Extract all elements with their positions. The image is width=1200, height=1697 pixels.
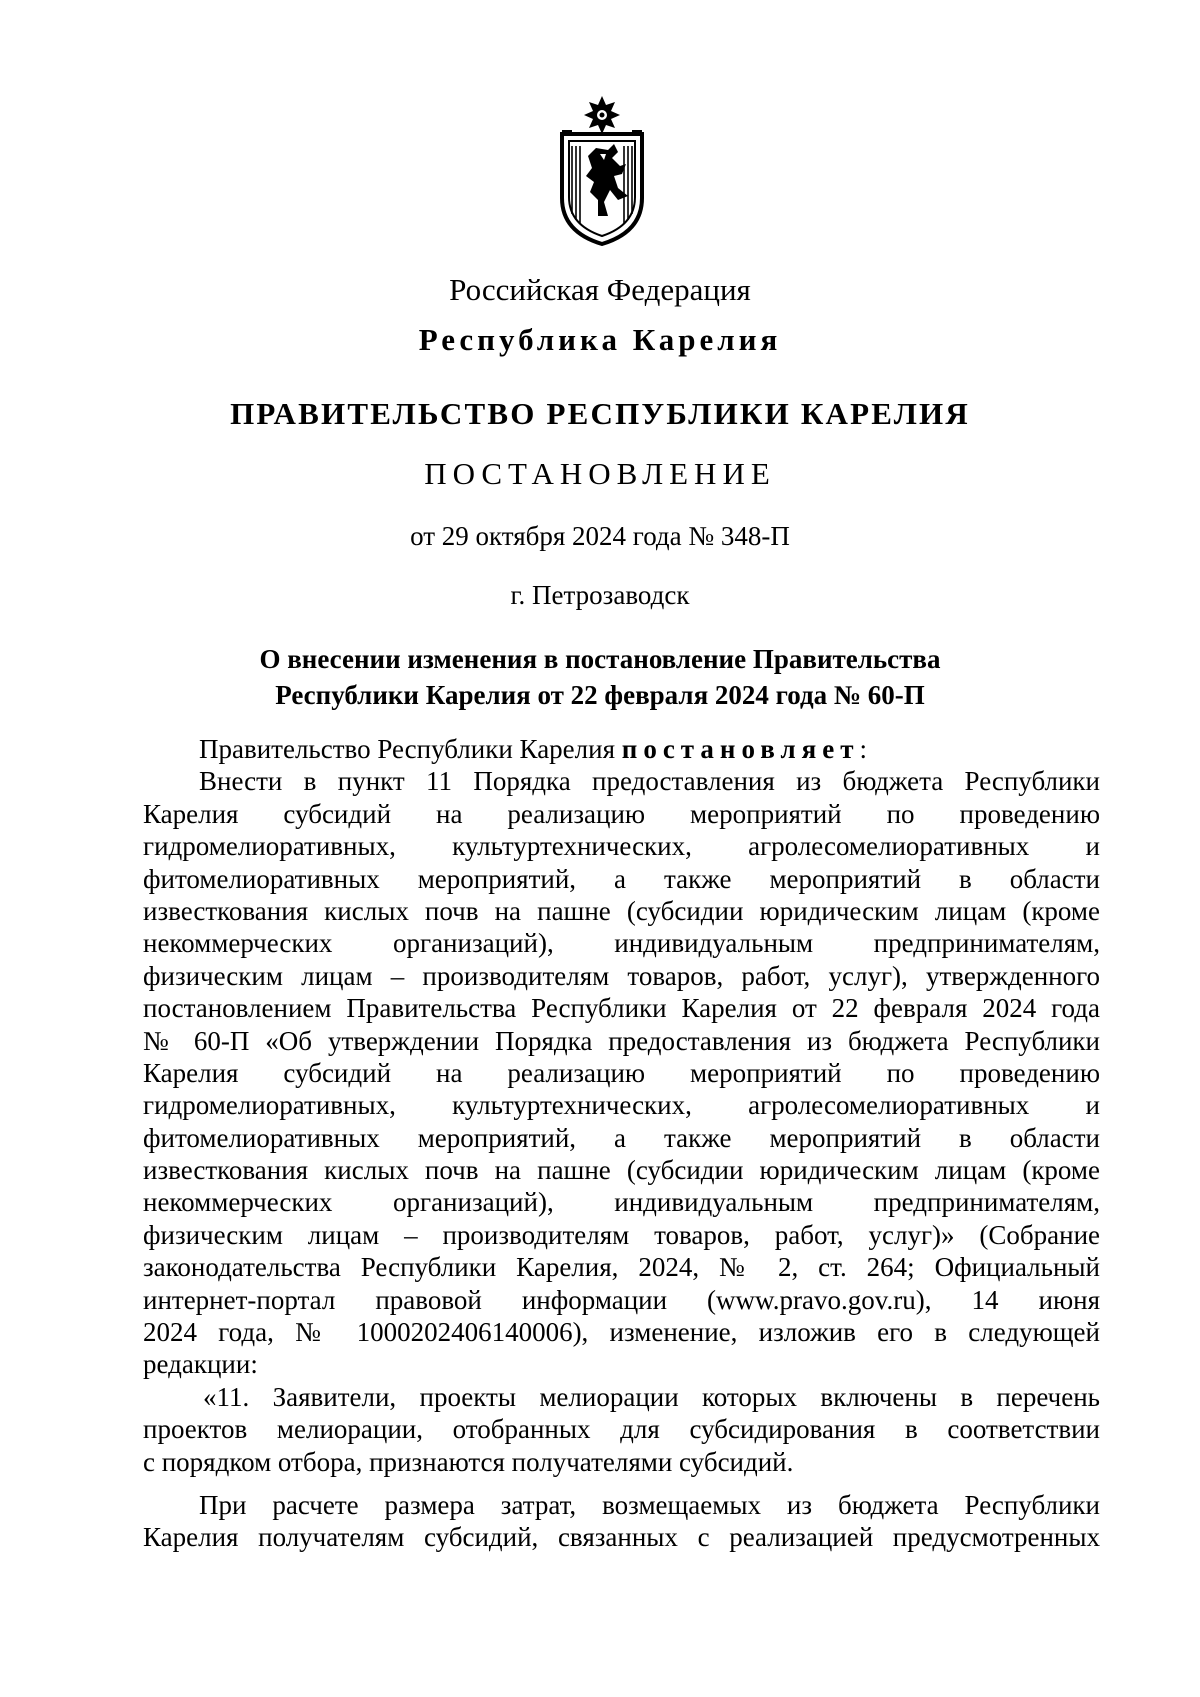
paragraph-line: гидромелиоративных, культуртехнических, агролесомелиоративных и [143,1090,1100,1121]
paragraph-line: Карелия субсидий на реализацию мероприятий по проведению [143,798,1100,829]
paragraph-3 [143,1489,1100,1554]
document-title-line: Республики Карелия от 22 февраля 2024 года № 60-П [275,680,925,710]
star-icon [584,96,620,134]
paragraph-line: с порядком отбора, признаются получателями субсидий. [143,1446,794,1477]
paragraph-line: некоммерческих организаций), индивидуальным предпринимателям, [143,928,1100,959]
paragraph-line: проектов мелиорации, отобранных для субсидирования в соответствии [143,1414,1100,1445]
document-body [143,733,1100,1554]
paragraph-line: постановлением Правительства Республики Карелия от 22 февраля 2024 года [143,993,1100,1024]
paragraph-line: гидромелиоративных, культуртехнических, агролесомелиоративных и [143,831,1100,862]
paragraph-line: фитомелиоративных мероприятий, а также мероприятий в области [143,1122,1100,1153]
paragraph-line: Карелия получателям субсидий, связанных с реализацией предусмотренных [143,1522,1100,1553]
paragraph-line: законодательства Республики Карелия, 2024, № 2, ст. 264; Официальный [143,1252,1100,1283]
document-city: г. Петрозаводск [510,580,690,610]
paragraph-line: 2024 года, № 1000202406140006), изменение, изложив его в следующей [143,1317,1100,1348]
paragraph-line: № 60-П «Об утверждении Порядка предоставления из бюджета Республики [143,1025,1100,1056]
decree-word: постановляет [621,734,860,764]
preamble-colon: : [859,734,868,764]
paragraph-1 [143,765,1100,1380]
paragraph-line: редакции: [143,1349,258,1380]
preamble [143,733,1100,765]
paragraph-line: Внести в пункт 11 Порядка предоставления из бюджета Республики [199,766,1100,797]
paragraph-line: «11. Заявители, проекты мелиорации которых включены в перечень [203,1381,1100,1412]
paragraph-line: известкования кислых почв на пашне (субсидии юридическим лицам (кроме [143,895,1100,926]
paragraph-line: Карелия субсидий на реализацию мероприятий по проведению [143,1057,1100,1088]
paragraph-line: фитомелиоративных мероприятий, а также мероприятий в области [143,863,1100,894]
government-name: ПРАВИТЕЛЬСТВО РЕСПУБЛИКИ КАРЕЛИЯ [230,396,970,431]
coat-of-arms-emblem [556,92,648,246]
paragraph-line: известкования кислых почв на пашне (субсидии юридическим лицам (кроме [143,1155,1100,1186]
paragraph-line: физическим лицам – производителям товаров, работ, услуг)» (Собрание [143,1219,1100,1250]
paragraph-line: физическим лицам – производителям товаров, работ, услуг), утвержденного [143,960,1100,991]
republic-name: Республика Карелия [418,322,782,357]
paragraph-2 [143,1381,1100,1478]
paragraph-line: интернет-портал правовой информации (www.pravo.gov.ru), 14 июня [143,1284,1100,1315]
document-date-number: от 29 октября 2024 года № 348-П [410,521,790,551]
document-type: ПОСТАНОВЛЕНИЕ [424,456,776,491]
paragraph-line: некоммерческих организаций), индивидуальным предпринимателям, [143,1187,1100,1218]
document-title-line: О внесении изменения в постановление Правительства [259,644,941,674]
paragraph-line: При расчете размера затрат, возмещаемых из бюджета Республики [199,1489,1100,1520]
preamble-text: Правительство Республики Карелия [199,734,622,764]
country-name: Российская Федерация [449,272,751,307]
